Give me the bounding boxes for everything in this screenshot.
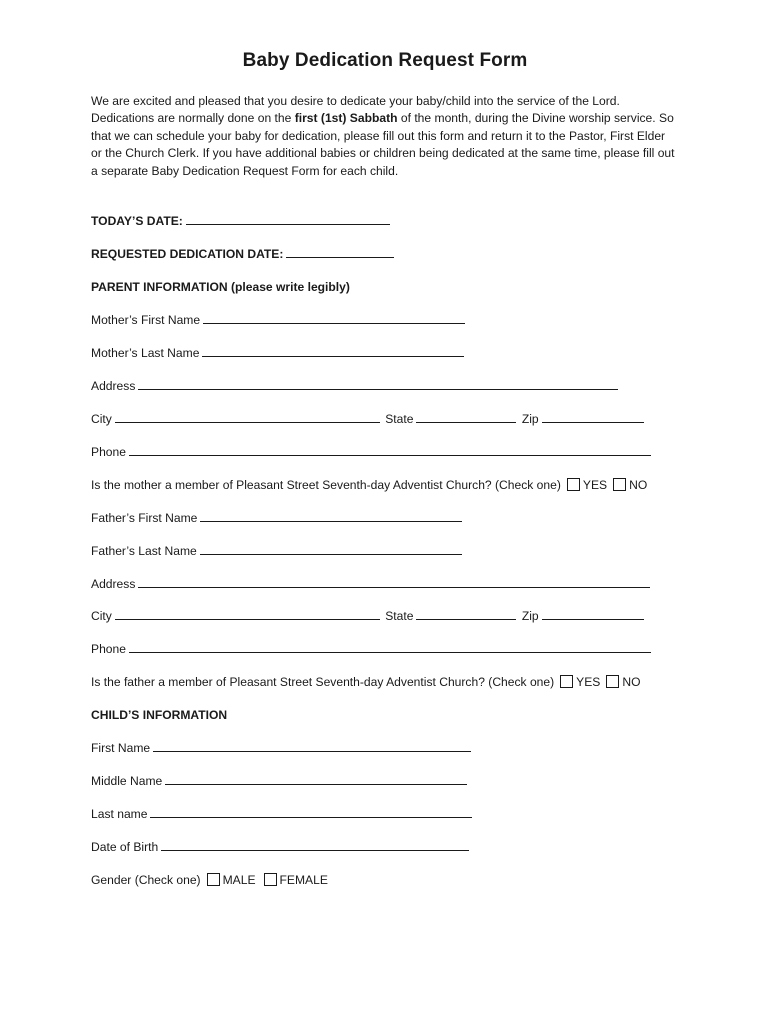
child-last-name-label: Last name <box>91 807 148 821</box>
mother-phone-label: Phone <box>91 445 126 459</box>
father-first-name-field[interactable] <box>200 510 462 522</box>
father-address-field[interactable] <box>138 576 650 588</box>
child-dob-label: Date of Birth <box>91 840 159 854</box>
child-middle-name-field[interactable] <box>165 773 467 785</box>
child-middle-name-row <box>91 773 469 789</box>
father-member-question: Is the father a member of Pleasant Street Seventh-day Adventist Church? (Check one) <box>91 675 555 689</box>
father-member-row <box>91 674 641 690</box>
mother-address-label: Address <box>91 379 136 393</box>
female-label: FEMALE <box>279 873 328 887</box>
mother-city-label: City <box>91 412 112 426</box>
child-gender-row <box>91 872 328 888</box>
mother-member-question: Is the mother a member of Pleasant Street Seventh-day Adventist Church? (Check one) <box>91 478 561 492</box>
mother-last-name-label: Mother’s Last Name <box>91 346 200 360</box>
father-phone-field[interactable] <box>129 641 651 653</box>
father-first-name-row <box>91 510 464 526</box>
father-address-label: Address <box>91 577 136 591</box>
intro-paragraph <box>91 93 676 180</box>
requested-date-row <box>91 246 396 262</box>
father-zip-label: Zip <box>521 609 539 623</box>
intro-text-1: We are excited and pleased that you desire to dedicate your baby/child into the service of the Lord. Dedications are normally done on the <box>91 94 620 126</box>
mother-no-label: NO <box>629 478 648 492</box>
child-gender-label: Gender (Check one) <box>91 873 201 887</box>
father-city-label: City <box>91 609 112 623</box>
requested-date-label: REQUESTED DEDICATION DATE: <box>91 247 284 261</box>
mother-last-name-row <box>91 345 466 361</box>
form-title: Baby Dedication Request Form <box>242 50 528 71</box>
child-first-name-row <box>91 740 473 756</box>
mother-last-name-field[interactable] <box>202 345 464 357</box>
mother-yes-label: YES <box>582 478 608 492</box>
child-dob-field[interactable] <box>161 839 469 851</box>
todays-date-field[interactable] <box>186 213 390 225</box>
child-info-heading: CHILD’S INFORMATION <box>91 708 228 722</box>
mother-address-row <box>91 378 620 394</box>
mother-no-checkbox[interactable] <box>613 478 626 491</box>
father-no-checkbox[interactable] <box>606 675 619 688</box>
mother-first-name-row <box>91 312 467 328</box>
mother-first-name-field[interactable] <box>203 312 465 324</box>
male-checkbox[interactable] <box>207 873 220 886</box>
father-state-label: State <box>385 609 414 623</box>
mother-zip-label: Zip <box>521 412 539 426</box>
parent-info-heading: PARENT INFORMATION (please write legibly) <box>91 280 350 294</box>
father-city-row <box>91 608 646 624</box>
father-phone-label: Phone <box>91 642 126 656</box>
mother-state-label: State <box>385 412 414 426</box>
child-first-name-field[interactable] <box>153 740 471 752</box>
father-city-field[interactable] <box>115 608 380 620</box>
father-last-name-field[interactable] <box>200 543 462 555</box>
requested-date-field[interactable] <box>286 246 394 258</box>
mother-phone-row <box>91 444 653 460</box>
father-yes-checkbox[interactable] <box>560 675 573 688</box>
father-last-name-row <box>91 543 464 559</box>
mother-zip-field[interactable] <box>542 411 644 423</box>
father-address-row <box>91 576 652 592</box>
todays-date-label: TODAY’S DATE: <box>91 214 183 228</box>
child-first-name-label: First Name <box>91 741 151 755</box>
mother-first-name-label: Mother’s First Name <box>91 313 201 327</box>
child-middle-name-label: Middle Name <box>91 774 163 788</box>
child-dob-row <box>91 839 471 855</box>
todays-date-row <box>91 213 392 229</box>
father-last-name-label: Father’s Last Name <box>91 544 197 558</box>
mother-member-row <box>91 477 647 493</box>
father-first-name-label: Father’s First Name <box>91 511 198 525</box>
mother-city-row <box>91 411 646 427</box>
father-zip-field[interactable] <box>542 608 644 620</box>
mother-phone-field[interactable] <box>129 444 651 456</box>
father-no-label: NO <box>622 675 641 689</box>
father-yes-label: YES <box>576 675 601 689</box>
father-phone-row <box>91 641 653 657</box>
female-checkbox[interactable] <box>264 873 277 886</box>
father-state-field[interactable] <box>416 608 516 620</box>
mother-city-field[interactable] <box>115 411 380 423</box>
intro-bold-text: first (1st) Sabbath <box>294 111 398 126</box>
mother-address-field[interactable] <box>138 378 618 390</box>
mother-yes-checkbox[interactable] <box>567 478 580 491</box>
mother-state-field[interactable] <box>416 411 516 423</box>
intro-text-2: of the month, during the Divine worship service. So that we can schedule your baby for dedication, please fill out this form and return it to the Pastor, First Elder or the Church Clerk. If you have additional babies or children being dedicated at the same time, please fill out a separate Baby Dedication Request Form for each child. <box>91 111 675 178</box>
male-label: MALE <box>222 873 256 887</box>
child-last-name-field[interactable] <box>150 806 472 818</box>
child-last-name-row <box>91 806 474 822</box>
